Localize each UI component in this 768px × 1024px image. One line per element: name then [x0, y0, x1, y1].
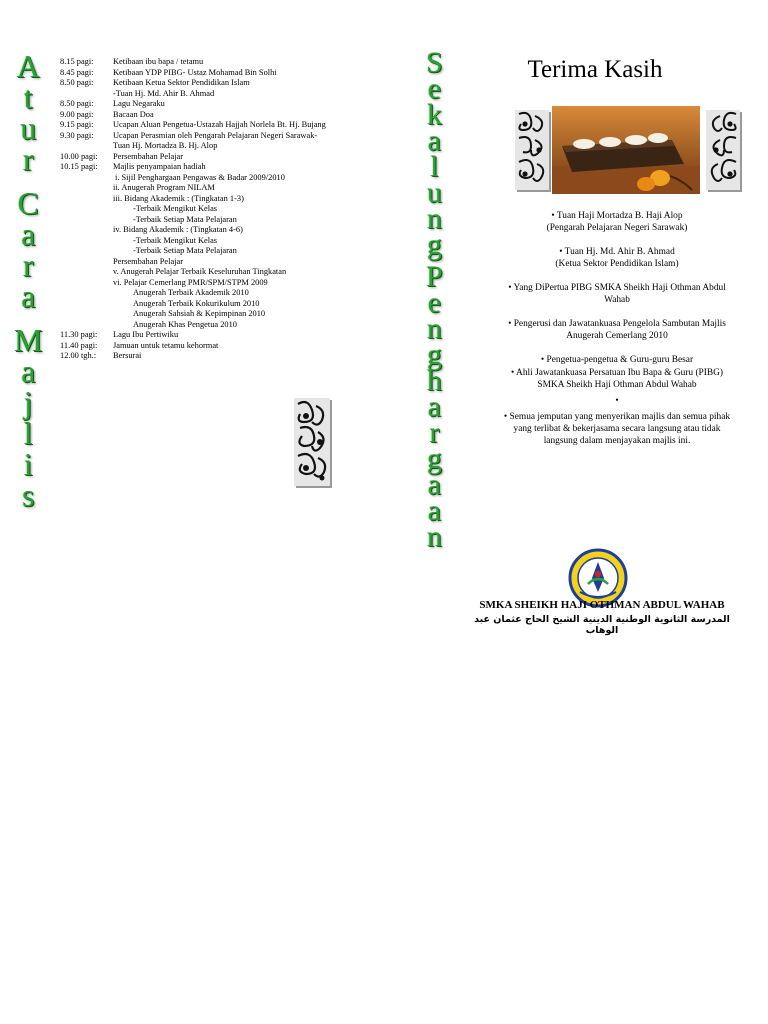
thanks-line: (Pengarah Pelajaran Negeri Sarawak) [546, 223, 688, 233]
thanks-line: • Tuan Hj. Md. Ahir B. Ahmad [559, 247, 675, 257]
schedule-time [60, 278, 113, 289]
thanks-item [478, 318, 756, 342]
schedule-item: Anugerah Terbaik Akademik 2010 [133, 288, 249, 297]
schedule-item: Persembahan Pelajar [113, 256, 183, 266]
schedule-row [60, 120, 372, 131]
food-photo [552, 106, 700, 194]
schedule-row [60, 152, 372, 163]
title-letter: l [23, 415, 33, 451]
schedule-item: ii. Anugerah Program NILAM [113, 183, 215, 192]
schedule-time [60, 89, 113, 100]
decorative-swirl-image [515, 110, 549, 190]
thanks-line: • Yang DiPertua PIBG SMKA Sheikh Haji Othman Abdul [508, 283, 726, 293]
title-letter: M [14, 322, 43, 358]
decorative-swirl-image [706, 110, 740, 190]
schedule-time: 11.30 pagi: [60, 330, 98, 339]
schedule-row [60, 162, 372, 173]
schedule-time [60, 299, 113, 310]
thanks-line: yang terlibat & bekerjasama secara langsung atau tidak [513, 424, 721, 434]
title-letter: r [22, 247, 34, 283]
thanks-line: • Semua jemputan yang menyerikan majlis dan semua pihak [503, 412, 731, 422]
thanks-item [478, 354, 756, 366]
schedule-row [60, 299, 372, 310]
thanks-item [478, 367, 756, 391]
thanks-line: Anugerah Cemerlang 2010 [566, 331, 668, 341]
schedule-item: Anugerah Terbaik Kokurikulum 2010 [133, 298, 260, 308]
schedule-time [60, 267, 113, 278]
title-letter: s [22, 477, 35, 513]
schedule-time [60, 246, 113, 257]
schedule-item: Bersurai [113, 351, 142, 360]
schedule-time: 8.45 pagi: [60, 67, 94, 77]
schedule-list [60, 57, 372, 362]
schedule-time [60, 225, 113, 236]
thanks-item [478, 282, 756, 306]
title-letter: r [22, 141, 34, 177]
schedule-time: 10.00 pagi: [60, 151, 98, 161]
schedule-row [60, 215, 372, 226]
schedule-item: Majlis penyampaian hadiah [113, 162, 206, 171]
thanks-line: (Ketua Sektor Pendidikan Islam) [555, 259, 679, 269]
schedule-time: 12.00 tgh.: [60, 351, 97, 360]
schedule-time [60, 183, 113, 194]
schedule-row [60, 309, 372, 320]
title-letter: h [426, 364, 442, 397]
schedule-row [60, 141, 372, 152]
schedule-row [60, 236, 372, 247]
title-letter: n [426, 202, 442, 235]
schedule-row [60, 110, 372, 121]
title-letter: j [23, 384, 33, 420]
schedule-row [60, 330, 372, 341]
schedule-time [60, 257, 113, 268]
vertical-title-sekalung-penghargaan [426, 46, 443, 553]
schedule-row [60, 57, 372, 68]
schedule-time: 9.30 pagi: [60, 130, 94, 140]
schedule-row [60, 351, 372, 362]
schedule-time [60, 141, 113, 152]
thanks-line: SMKA Sheikh Haji Othman Abdul Wahab [537, 380, 697, 390]
schedule-item: Ucapan Perasmian oleh Pengarah Pelajaran Negeri Sarawak- [113, 130, 318, 140]
schedule-time: 10.15 pagi: [60, 162, 98, 171]
schedule-row [60, 131, 372, 142]
title-letter: a [21, 353, 36, 389]
schedule-row [60, 320, 372, 331]
schedule-time: 9.00 pagi: [60, 109, 94, 119]
schedule-time: 8.50 pagi: [60, 99, 94, 108]
schedule-item: Lagu Ibu Pertiwiku [113, 330, 179, 339]
title-letter: r [429, 416, 440, 449]
schedule-row [60, 99, 372, 110]
title-letter: a [427, 494, 441, 527]
schedule-item: Persembahan Pelajar [113, 151, 183, 161]
schedule-time: 8.15 pagi: [60, 57, 94, 66]
title-letter: S [426, 46, 443, 79]
schedule-time [60, 204, 113, 215]
title-letter: k [426, 98, 442, 131]
title-letter: u [426, 176, 442, 209]
vertical-title-atur-cara-majlis [14, 48, 43, 513]
schedule-row [60, 78, 372, 89]
schedule-row [60, 204, 372, 215]
schedule-item: Anugerah Khas Pengetua 2010 [133, 319, 237, 329]
title-letter: a [21, 216, 36, 252]
schedule-item: Anugerah Sahsiah & Kepimpinan 2010 [133, 309, 266, 318]
title-letter: a [427, 124, 441, 157]
title-letter: A [16, 48, 40, 84]
thanks-item [478, 210, 756, 234]
thanks-item [478, 395, 756, 407]
title-letter: n [426, 312, 442, 345]
schedule-time [60, 320, 113, 331]
schedule-item: v. Anugerah Pelajar Terbaik Keseluruhan Tingkatan [113, 267, 287, 276]
title-letter: g [426, 338, 442, 371]
thanks-line: • [615, 396, 619, 406]
thanks-line: • Tuan Haji Mortadza B. Haji Alop [551, 211, 683, 221]
schedule-time [60, 173, 113, 184]
school-name-arabic: المدرسة الثانوية الوطنية الدينية الشيخ الحاج عثمان عبد الوهاب [474, 614, 730, 636]
title-letter: e [427, 286, 441, 319]
title-letter: n [426, 520, 442, 553]
schedule-item: -Terbaik Setiap Mata Pelajaran [133, 246, 237, 255]
thanks-item [478, 411, 756, 447]
schedule-row [60, 257, 372, 268]
school-name: SMKA SHEIKH HAJI OTHMAN ABDUL WAHAB [479, 599, 725, 611]
schedule-item: i. Sijil Penghargaan Pengawas & Badar 2009/2010 [115, 172, 285, 182]
title-letter: u [20, 110, 37, 146]
title-letter: g [426, 228, 442, 261]
schedule-item: Bacaan Doa [113, 109, 154, 119]
thanks-line: • Pengetua-pengetua & Guru-guru Besar [540, 355, 694, 365]
schedule-time: 9.15 pagi: [60, 120, 94, 129]
schedule-row [60, 267, 372, 278]
title-letter: l [430, 150, 439, 183]
schedule-item: Lagu Negaraku [113, 99, 165, 108]
schedule-row [60, 246, 372, 257]
schedule-item: Ucapan Aluan Pengetua-Ustazah Hajjah Norlela Bt. Hj. Bujang [113, 120, 326, 129]
schedule-row [60, 194, 372, 205]
schedule-item: Tuan Hj. Mortadza B. Hj. Alop [113, 141, 218, 150]
schedule-item: iv. Bidang Akademik : (Tingkatan 4-6) [113, 225, 243, 234]
title-letter: P [426, 260, 443, 293]
page-title: Terima Kasih [527, 56, 663, 83]
thanks-line: • Ahli Jawatankuasa Persatuan Ibu Bapa & Guru (PIBG) [510, 368, 724, 378]
decorative-swirl-image [294, 398, 330, 486]
schedule-time [60, 309, 113, 320]
schedule-time: 8.50 pagi: [60, 78, 94, 87]
schedule-row [60, 183, 372, 194]
schedule-row [60, 68, 372, 79]
title-letter: e [427, 72, 441, 105]
title-letter: i [23, 446, 33, 482]
schedule-row [60, 89, 372, 100]
schedule-item: -Terbaik Mengikut Kelas [133, 235, 218, 245]
schedule-item: Ketibaan Ketua Sektor Pendidikan Islam [113, 78, 250, 87]
schedule-item: -Tuan Hj. Md. Ahir B. Ahmad [113, 88, 215, 98]
schedule-item: -Terbaik Setiap Mata Pelajaran [133, 214, 237, 224]
schedule-time [60, 215, 113, 226]
schedule-row [60, 225, 372, 236]
title-letter: a [427, 390, 441, 423]
thanks-item [478, 246, 756, 270]
schedule-item: -Terbaik Mengikut Kelas [133, 204, 218, 213]
schedule-item: Ketibaan ibu bapa / tetamu [113, 57, 204, 66]
schedule-time [60, 236, 113, 247]
schedule-time: 11.40 pagi: [60, 340, 98, 350]
schedule-row [60, 278, 372, 289]
schedule-item: vi. Pelajar Cemerlang PMR/SPM/STPM 2009 [113, 277, 268, 287]
thanks-line: Wahab [604, 295, 630, 305]
title-letter: a [427, 468, 441, 501]
thanks-line: langsung dalam menjayakan majlis ini. [543, 436, 691, 446]
title-letter: t [23, 79, 33, 115]
schedule-item: Jamuan untuk tetamu kehormat [113, 340, 219, 350]
thanks-list [478, 210, 756, 459]
thanks-line: • Pengerusi dan Jawatankuasa Pengelola Sambutan Majlis [508, 319, 726, 329]
schedule-item: Ketibaan YDP PIBG- Ustaz Mohamad Bin Solhi [113, 67, 277, 77]
title-letter: g [426, 442, 442, 475]
schedule-row [60, 173, 372, 184]
title-letter: C [17, 185, 39, 221]
schedule-row [60, 341, 372, 352]
schedule-item: iii. Bidang Akademik : (Tingkatan 1-3) [113, 193, 244, 203]
schedule-row [60, 288, 372, 299]
schedule-time [60, 288, 113, 299]
schedule-time [60, 194, 113, 205]
title-letter: a [21, 278, 36, 314]
